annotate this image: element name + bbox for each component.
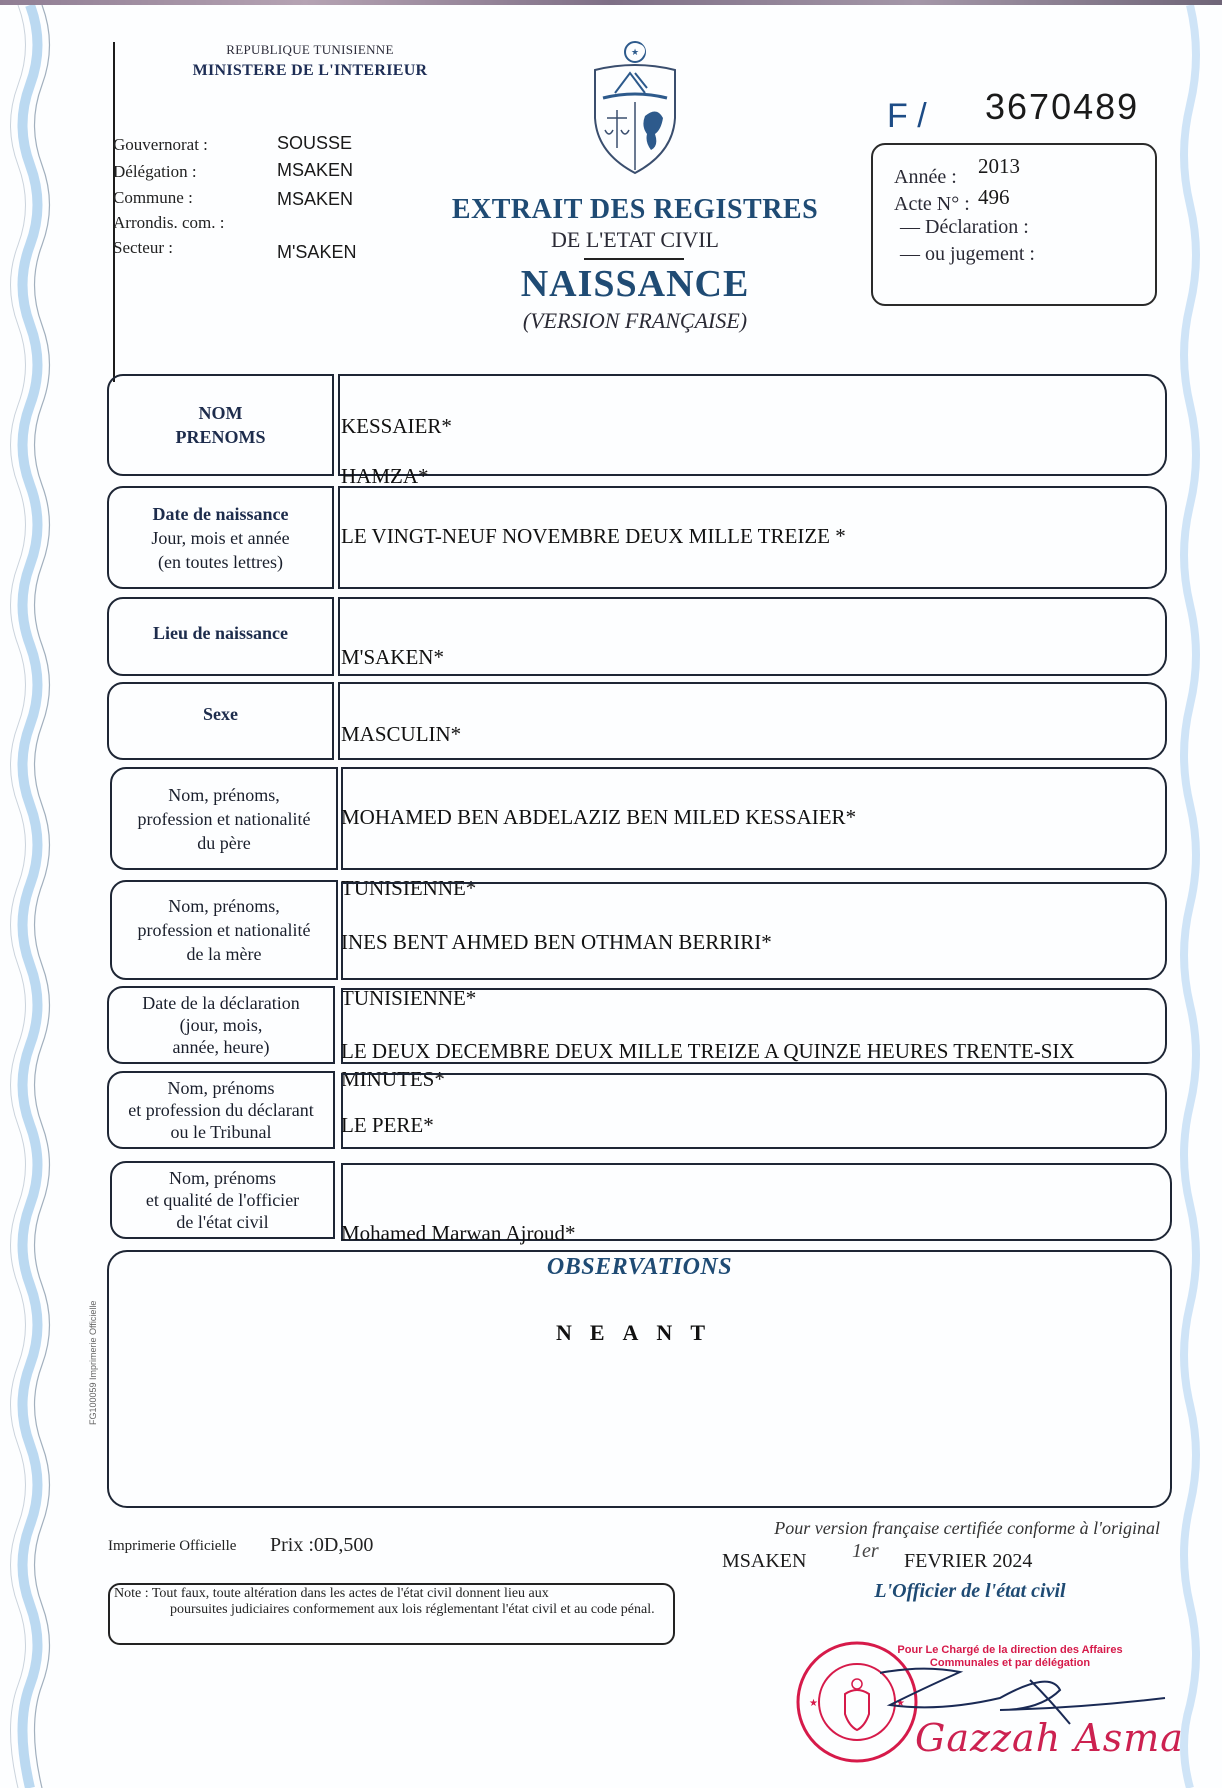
declaration-label: — Déclaration :	[900, 216, 1029, 238]
serial-prefix: F /	[887, 97, 927, 135]
field-label-declarant: Nom, prénoms et profession du déclarant ou le Tribunal	[107, 1071, 335, 1149]
legal-note: Note : Tout faux, toute altération dans les actes de l'état civil donnent lieu aux poursuites judiciaires conformement aux lois réglementant l'état civil et au code pénal.	[114, 1586, 655, 1617]
document-title: EXTRAIT DES REGISTRES	[451, 194, 819, 225]
svg-text:★: ★	[630, 47, 640, 57]
value-date-declaration-cont: MINUTES*	[341, 1067, 445, 1091]
value-mere-nom: INES BENT AHMED BEN OTHMAN BERRIRI*	[341, 930, 772, 954]
value-lieu-naissance: M'SAKEN*	[341, 645, 444, 669]
document-subtitle: DE L'ETAT CIVIL	[551, 227, 719, 252]
officer-title: L'Officier de l'état civil	[874, 1580, 1066, 1602]
republic-heading: REPUBLIQUE TUNISIENNE	[226, 42, 394, 57]
observations-title: OBSERVATIONS	[546, 1254, 733, 1280]
location-label-delegation: Délégation :	[113, 162, 197, 181]
value-mere-nationalite: TUNISIENNE*	[341, 986, 477, 1010]
location-label-gouvernorat: Gouvernorat :	[113, 135, 208, 154]
location-label-arrondissement: Arrondis. com. :	[113, 213, 225, 232]
jugement-label: — ou jugement :	[900, 243, 1035, 265]
title-divider	[584, 258, 684, 260]
annee-value: 2013	[978, 154, 1020, 178]
location-label-secteur: Secteur :	[113, 238, 173, 257]
certification-statement: Pour version française certifiée conforme à l'original	[774, 1518, 1160, 1538]
printer-name: Imprimerie Officielle	[108, 1538, 237, 1554]
svg-text:★: ★	[896, 1698, 905, 1709]
tunisia-coat-of-arms-icon	[585, 38, 685, 178]
field-label-nom-prenoms: NOM PRENOMS	[107, 374, 334, 476]
value-prenoms: HAMZA*	[341, 464, 429, 488]
issue-city: MSAKEN	[722, 1550, 807, 1572]
value-declarant: LE PERE*	[341, 1113, 434, 1137]
margin-rule	[113, 42, 115, 382]
issue-day: 1er	[852, 1540, 879, 1562]
location-value-gouvernorat: SOUSSE	[277, 133, 353, 153]
value-date-declaration: LE DEUX DECEMBRE DEUX MILLE TREIZE A QUINZE HEURES TRENTE-SIX	[341, 1039, 1075, 1063]
issue-month-year: FEVRIER 2024	[904, 1550, 1033, 1572]
document-type: NAISSANCE	[520, 263, 750, 305]
value-pere-nom: MOHAMED BEN ABDELAZIZ BEN MILED KESSAIER*	[341, 805, 857, 829]
acte-label: Acte N° :	[894, 193, 970, 215]
printer-reference: FG100059 Imprimerie Officielle	[88, 1300, 98, 1425]
field-box-lieu-naissance	[338, 597, 1167, 676]
location-label-commune: Commune :	[113, 188, 193, 207]
annee-label: Année :	[894, 166, 957, 188]
price: Prix :0D,500	[270, 1534, 374, 1556]
field-box-nom-prenoms	[338, 374, 1167, 476]
right-security-border	[1168, 5, 1222, 1788]
value-sexe: MASCULIN*	[341, 722, 462, 746]
value-officier: Mohamed Marwan Ajroud*	[341, 1221, 576, 1245]
delegation-note: Pour Le Chargé de la direction des Affaires Communales et par délégation	[897, 1644, 1123, 1669]
value-pere-nationalite: TUNISIENNE*	[341, 876, 477, 900]
document-version: (VERSION FRANÇAISE)	[522, 308, 748, 333]
field-box-sexe	[338, 682, 1167, 760]
acte-value: 496	[978, 185, 1010, 209]
left-security-border	[0, 5, 70, 1788]
signature-name: Gazzah Asma	[915, 1716, 1184, 1760]
field-label-sexe: Sexe	[107, 682, 334, 760]
serial-number: 3670489	[985, 86, 1140, 127]
value-nom: KESSAIER*	[341, 414, 452, 438]
field-label-mere: Nom, prénoms, profession et nationalité de la mère	[110, 880, 338, 980]
observations-box	[107, 1250, 1172, 1508]
field-label-date-declaration: Date de la déclaration (jour, mois, année, heure)	[107, 986, 335, 1064]
location-value-commune: MSAKEN	[277, 189, 354, 209]
field-label-pere: Nom, prénoms, profession et nationalité du père	[110, 767, 338, 870]
field-label-lieu-naissance: Lieu de naissance	[107, 597, 334, 676]
svg-text:★: ★	[809, 1698, 818, 1709]
location-value-secteur: M'SAKEN	[277, 242, 357, 262]
ministry-heading: MINISTERE DE L'INTERIEUR	[192, 62, 428, 79]
location-value-delegation: MSAKEN	[277, 160, 354, 180]
field-label-date-naissance: Date de naissance Jour, mois et année (en toutes lettres)	[107, 486, 334, 589]
value-date-naissance: LE VINGT-NEUF NOVEMBRE DEUX MILLE TREIZE *	[341, 524, 846, 548]
field-label-officier: Nom, prénoms et qualité de l'officier de l'état civil	[110, 1161, 335, 1239]
scan-top-edge	[0, 0, 1222, 5]
field-box-declarant	[341, 1073, 1167, 1149]
observations-value: NEANT	[555, 1320, 723, 1345]
